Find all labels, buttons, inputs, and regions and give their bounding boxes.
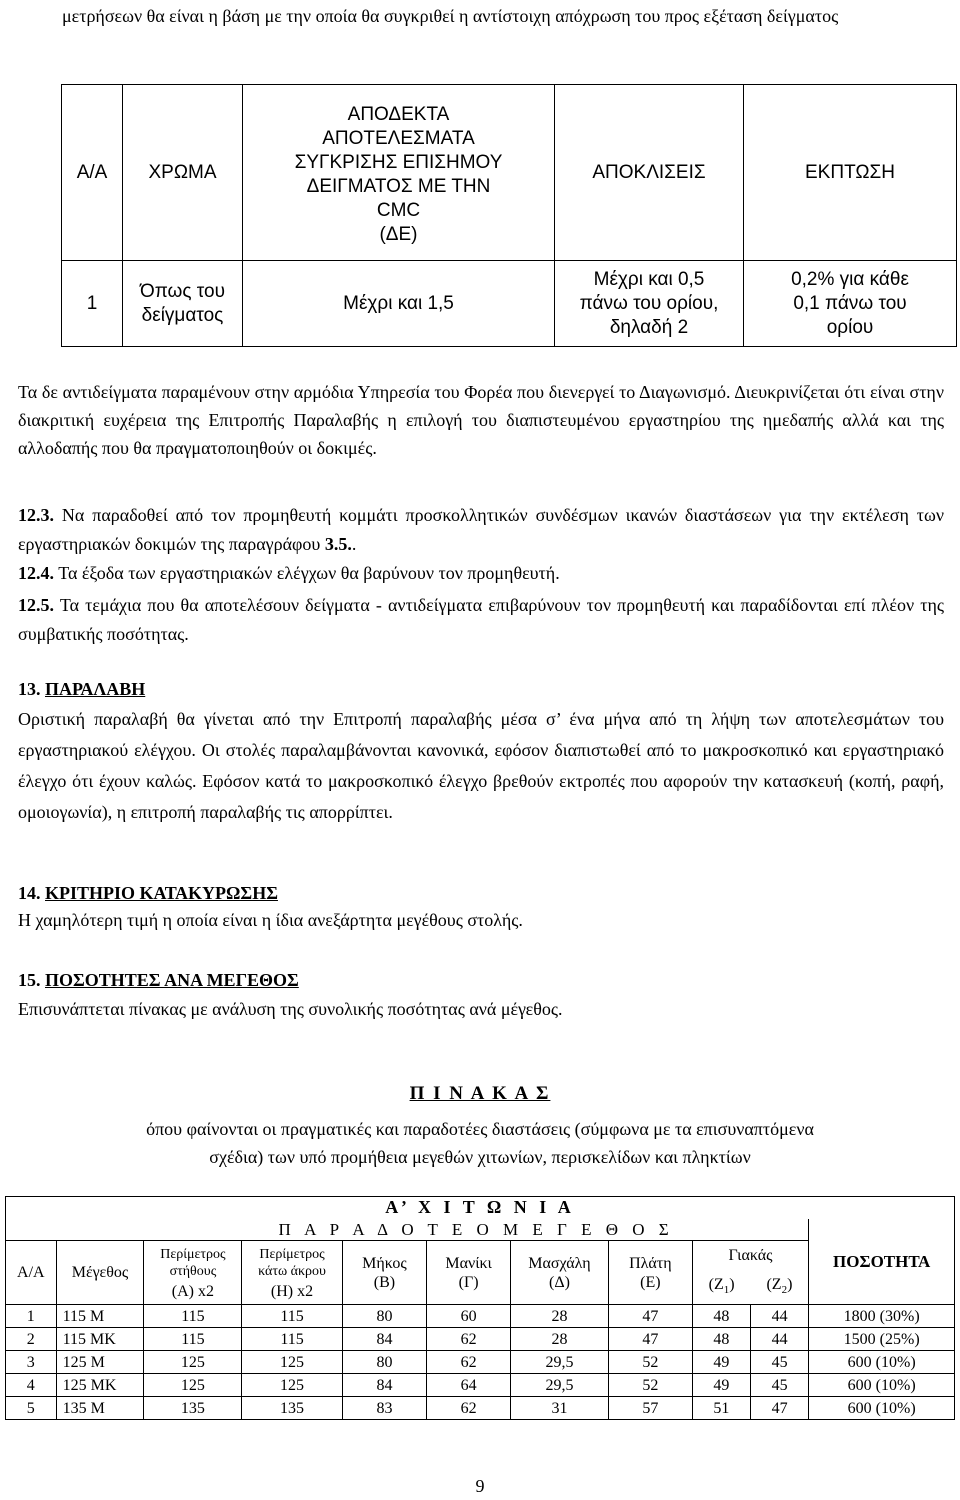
row-aa: 1 <box>62 261 123 347</box>
table-cell: 29,5 <box>510 1351 608 1374</box>
row-results: Μέχρι και 1,5 <box>243 261 555 347</box>
section-12-5: 12.5. Τα τεμάχια που θα αποτελέσουν δείγματα - αντιδείγματα επιβαρύνουν τον προμηθευτή και παραδίδονται επί πλέον της συμβατικής ποσότητας. <box>18 595 944 644</box>
table-cell: 49 <box>692 1374 750 1397</box>
table-cell: 84 <box>342 1328 427 1351</box>
row-color: Όπως του δείγματος <box>123 261 243 347</box>
table-cell: 62 <box>427 1328 511 1351</box>
table-cell: 1800 (30%) <box>809 1305 955 1328</box>
pinakas-line1: όπου φαίνονται οι πραγματικές και παραδοτέες διαστάσεις (σύμφωνα με τα επισυναπτόμενα <box>146 1119 814 1139</box>
deviations-header: ΑΠΟΚΛΙΣΕΙΣ <box>555 85 744 261</box>
discount-header: ΕΚΠΤΩΣΗ <box>744 85 957 261</box>
page-number: 9 <box>475 1476 485 1496</box>
table-cell: 62 <box>427 1397 511 1420</box>
chest-header: Περίμετρος στήθους (Α) x2 <box>144 1241 242 1305</box>
table-cell: 28 <box>510 1328 608 1351</box>
table-cell: 51 <box>692 1397 750 1420</box>
section-12-3: 12.3. Να παραδοθεί από τον προμηθευτή κομμάτι προσκολλητικών συνδέσμων ικανών διαστάσεων για την εκτέλεση των εργαστηριακών δοκιμών της παραγράφου 3.5.. <box>18 505 944 554</box>
table-cell: 115 <box>144 1328 242 1351</box>
table-cell: 57 <box>609 1397 693 1420</box>
section-15-text: Επισυνάπτεται πίνακας με ανάλυση της συνολικής ποσότητας ανά μέγεθος. <box>18 999 563 1019</box>
armpit-header: Μασχάλη (Δ) <box>510 1241 608 1305</box>
table-row <box>6 1305 955 1328</box>
table-cell: 1500 (25%) <box>809 1328 955 1351</box>
table-cell: 3 <box>6 1351 57 1374</box>
samples-paragraph: Τα δε αντιδείγματα παραμένουν στην αρμόδια Υπηρεσία του Φορέα που διενεργεί το Διαγωνισμό. Διευκρινίζεται ότι είναι στην διακριτική ευχέρεια της Επιτροπής Παραλαβής η επιλογή του διαπιστευμένου εργαστηρίου της ημεδαπής αλλά και της αλλοδαπής που θα πραγματοποιηθούν οι δοκιμές. <box>18 382 944 458</box>
section-13-heading: 13. ΠΑΡΑΛΑΒΗ <box>18 679 146 699</box>
table-cell: 1 <box>6 1305 57 1328</box>
table-cell: 47 <box>609 1305 693 1328</box>
table-cell: 49 <box>692 1351 750 1374</box>
table2-subtitle: Π Α Ρ Α Δ Ο Τ Ε Ο Μ Ε Γ Ε Θ Ο Σ <box>144 1219 809 1241</box>
table-cell: 48 <box>692 1305 750 1328</box>
table-cell: 48 <box>692 1328 750 1351</box>
table-cell: 80 <box>342 1351 427 1374</box>
row-discount: 0,2% για κάθε 0,1 πάνω του ορίου <box>744 261 957 347</box>
table-cell: 125 <box>242 1351 342 1374</box>
table-cell: 64 <box>427 1374 511 1397</box>
table-cell: 135 <box>144 1397 242 1420</box>
table-cell: 47 <box>609 1328 693 1351</box>
color-header: ΧΡΩΜΑ <box>123 85 243 261</box>
table-cell: 5 <box>6 1397 57 1420</box>
table-cell: 125 ΜΚ <box>56 1374 144 1397</box>
collar-header: Γιακάς <box>692 1241 809 1271</box>
section-13-text: Οριστική παραλαβή θα γίνεται από την Επιτροπή παραλαβής μέσα σ’ ένα μήνα από τη λήψη των αποτελεσμάτων του εργαστηριακού ελέγχου. Οι στολές παραλαμβάνονται κανονικά, εφόσον διαπιστωθεί από το μακροσκοπικό και εργαστηριακό έλεγχο ότι έχουν καλώς. Εφόσον κατά το μακροσκοπικό έλεγχο βρεθούν εκτροπές που αφορούν την κατασκευή (κοπή, ραφή, ομοιογωνία), η επιτροπή παραλαβής τις απορρίπτει. <box>18 709 944 822</box>
table-cell: 135 <box>242 1397 342 1420</box>
table-cell: 2 <box>6 1328 57 1351</box>
z1-header: $(Z_1)$ <box>692 1271 750 1305</box>
sizes-table-body <box>6 1305 955 1420</box>
table-cell: 45 <box>751 1374 809 1397</box>
table-cell: 31 <box>510 1397 608 1420</box>
section-14-heading: 14. ΚΡΙΤΗΡΙΟ ΚΑΤΑΚΥΡΩΣΗΣ <box>18 883 278 903</box>
table-cell: 60 <box>427 1305 511 1328</box>
table-row <box>6 1397 955 1420</box>
sizes-table <box>5 1196 955 1420</box>
table-cell: 44 <box>751 1305 809 1328</box>
table-cell: 45 <box>751 1351 809 1374</box>
table-cell: 115 <box>242 1328 342 1351</box>
pinakas-title: Π Ι Ν Α Κ Α Σ <box>409 1083 551 1104</box>
table-cell: 600 (10%) <box>809 1397 955 1420</box>
table2-title: Α’ Χ Ι Τ Ω Ν Ι Α <box>6 1197 955 1219</box>
section-12-4: 12.4. Τα έξοδα των εργαστηριακών ελέγχων θα βαρύνουν τον προμηθευτή. <box>18 563 560 583</box>
table-cell: 84 <box>342 1374 427 1397</box>
size-header: Μέγεθος <box>56 1241 144 1305</box>
table-row <box>6 1374 955 1397</box>
qty-header: ΠΟΣΟΤΗΤΑ <box>809 1219 955 1305</box>
table-cell: 47 <box>751 1397 809 1420</box>
table-row <box>6 1351 955 1374</box>
table-cell: 115 ΜΚ <box>56 1328 144 1351</box>
color-table <box>61 84 957 347</box>
table-cell: 62 <box>427 1351 511 1374</box>
row-deviations: Μέχρι και 0,5 πάνω του ορίου, δηλαδή 2 <box>555 261 744 347</box>
table-cell: 125 <box>144 1351 242 1374</box>
table-cell: 28 <box>510 1305 608 1328</box>
pinakas-line2: σχέδια) των υπό προμήθεια μεγεθών χιτωνίων, περισκελίδων και πληκτίων <box>209 1147 751 1167</box>
hem-header: Περίμετρος κάτω άκρου (Η) x2 <box>242 1241 342 1305</box>
table-cell: 600 (10%) <box>809 1351 955 1374</box>
z2-header: $(Z_2)$ <box>751 1271 809 1305</box>
table-cell: 52 <box>609 1351 693 1374</box>
aa-header: Α/Α <box>6 1241 57 1305</box>
table-cell: 4 <box>6 1374 57 1397</box>
table-cell: 125 <box>144 1374 242 1397</box>
table-cell: 115 Μ <box>56 1305 144 1328</box>
table-row <box>6 1328 955 1351</box>
table-cell: 115 <box>144 1305 242 1328</box>
section-15-heading: 15. ΠΟΣΟΤΗΤΕΣ ΑΝΑ ΜΕΓΕΘΟΣ <box>18 970 299 990</box>
table-cell: 80 <box>342 1305 427 1328</box>
table-cell: 29,5 <box>510 1374 608 1397</box>
table-cell: 125 <box>242 1374 342 1397</box>
table-cell: 52 <box>609 1374 693 1397</box>
sleeve-header: Μανίκι (Γ) <box>427 1241 511 1305</box>
table-cell: 135 Μ <box>56 1397 144 1420</box>
width-header: Πλάτη (Ε) <box>609 1241 693 1305</box>
table-cell: 125 Μ <box>56 1351 144 1374</box>
results-header: ΑΠΟΔΕΚΤΑ ΑΠΟΤΕΛΕΣΜΑΤΑ ΣΥΓΚΡΙΣΗΣ ΕΠΙΣΗΜΟΥ ΔΕΙΓΜΑΤΟΣ ΜΕ ΤΗΝ CMC (ΔΕ) <box>243 85 555 261</box>
aa-header: Α/Α <box>62 85 123 261</box>
section-14-text: Η χαμηλότερη τιμή η οποία είναι η ίδια ανεξάρτητα μεγέθους στολής. <box>18 910 523 930</box>
table-cell: 44 <box>751 1328 809 1351</box>
table-cell: 83 <box>342 1397 427 1420</box>
table-cell: 600 (10%) <box>809 1374 955 1397</box>
length-header: Μήκος (Β) <box>342 1241 427 1305</box>
intro-text: μετρήσεων θα είναι η βάση με την οποία θα συγκριθεί η αντίστοιχη απόχρωση του προς εξέταση δείγματος <box>62 6 839 26</box>
table-cell: 115 <box>242 1305 342 1328</box>
